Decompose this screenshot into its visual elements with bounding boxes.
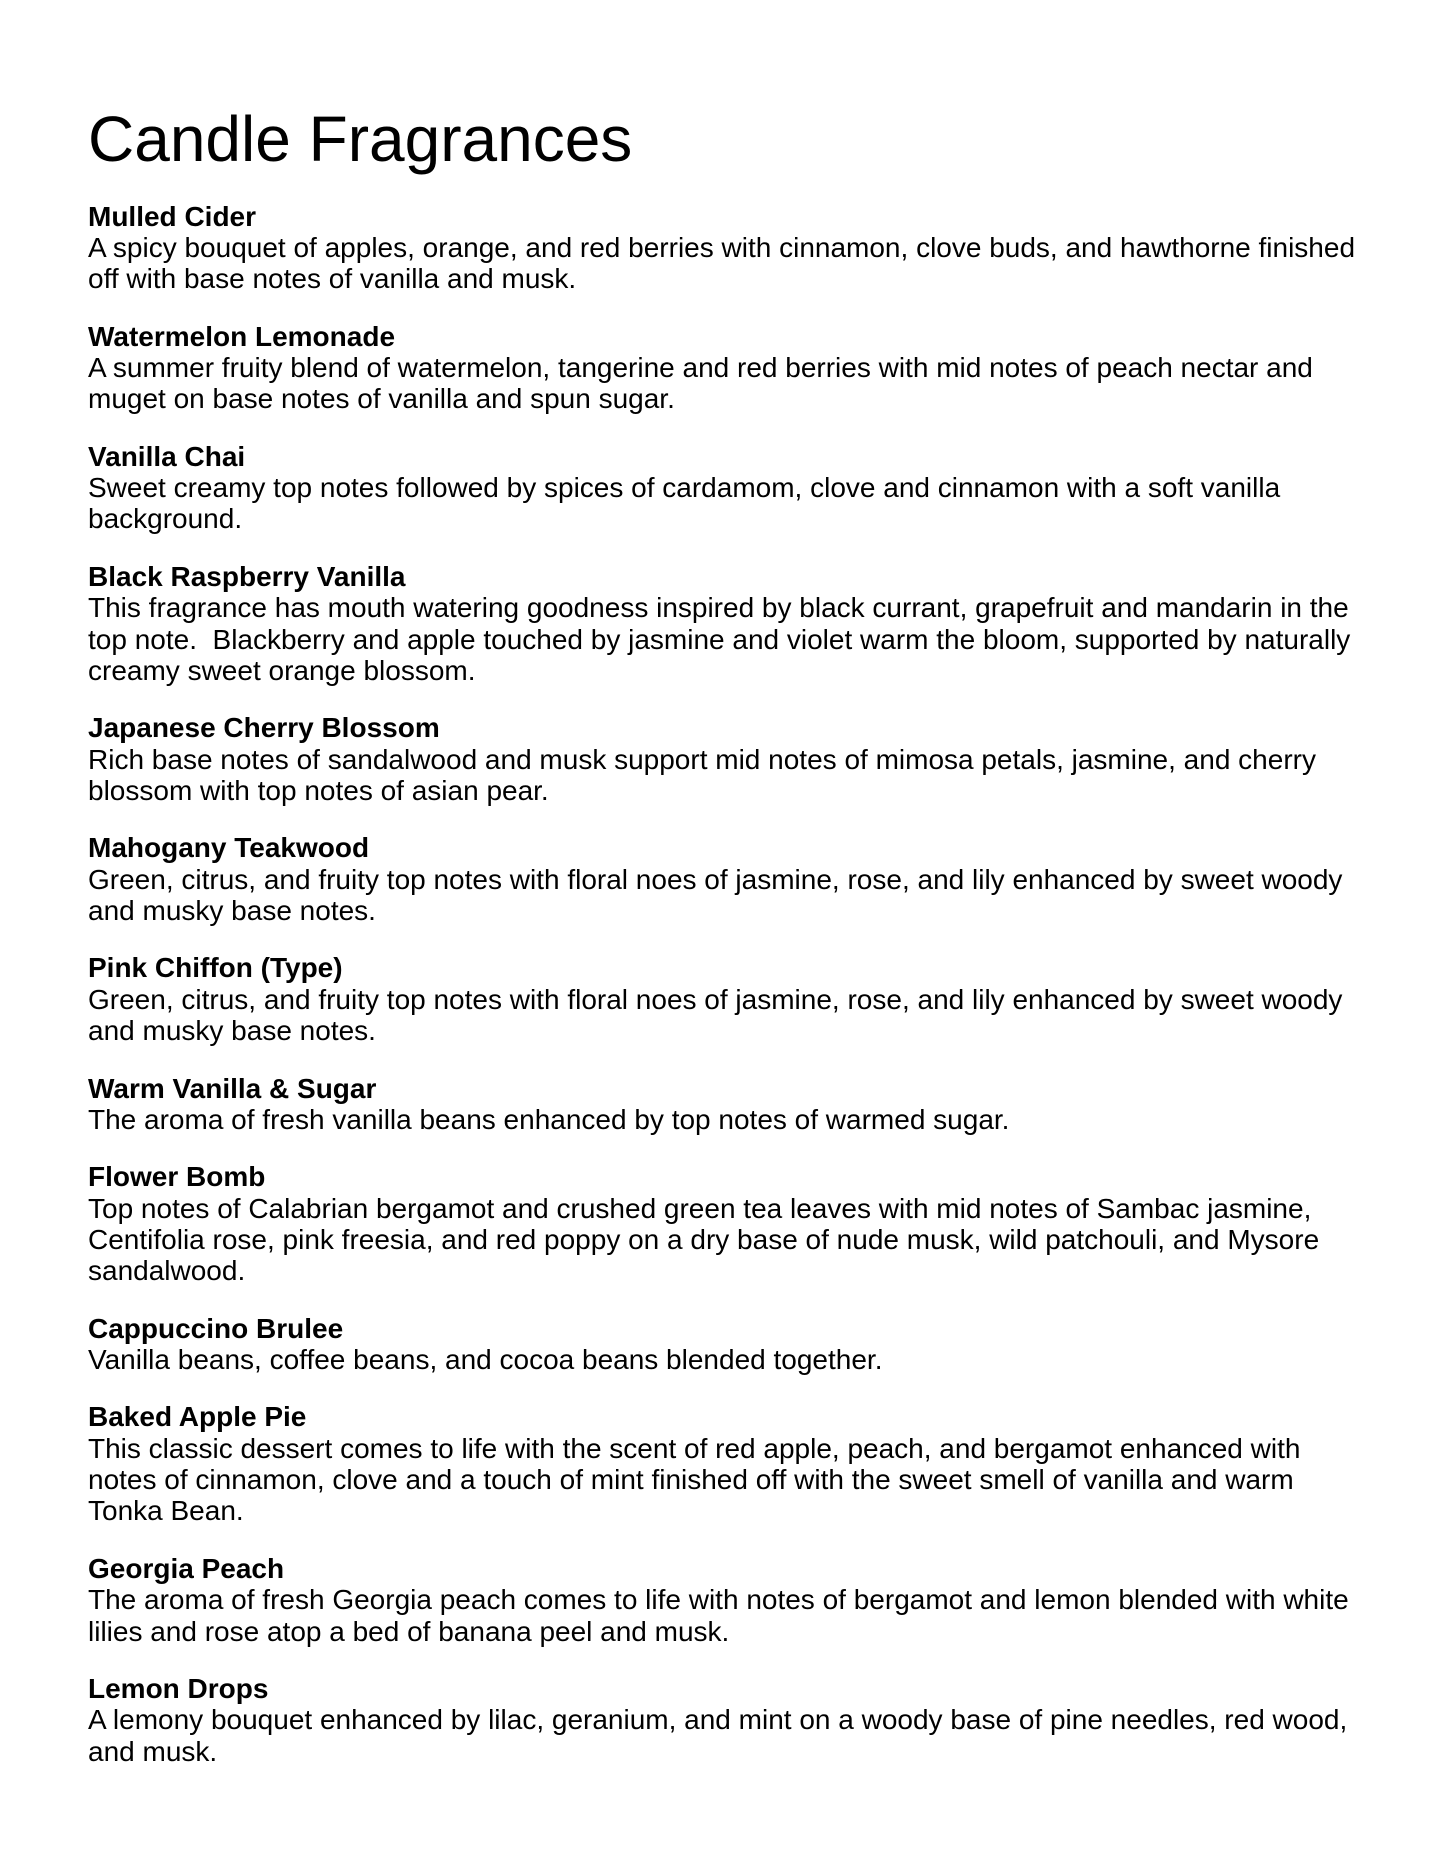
fragrance-entry [88,1161,1373,1286]
fragrance-entry [88,321,1373,415]
fragrance-description: A spicy bouquet of apples, orange, and red berries with cinnamon, clove buds, and hawthorne finished off with base notes of vanilla and musk. [88,231,1363,295]
fragrance-description: Green, citrus, and fruity top notes with floral noes of jasmine, rose, and lily enhanced by sweet woody and musky base notes. [88,863,1351,927]
fragrance-entry [88,201,1373,295]
fragrance-list [88,201,1373,1767]
fragrance-entry [88,712,1373,806]
fragrance-entry [88,1673,1373,1767]
fragrance-name: Baked Apple Pie [88,1401,307,1433]
fragrance-description: This fragrance has mouth watering goodness inspired by black currant, grapefruit and mandarin in the top note. Blackberry and apple touched by jasmine and violet warm the bloom, supported by naturally creamy sweet orange blossom. [88,592,1359,686]
fragrance-description: Vanilla beans, coffee beans, and cocoa beans blended together. [88,1344,883,1376]
fragrance-description: The aroma of fresh Georgia peach comes to life with notes of bergamot and lemon blended with white lilies and rose atop a bed of banana peel and musk. [88,1584,1357,1647]
fragrance-description: Sweet creamy top notes followed by spices of cardamom, clove and cinnamon with a soft vanilla background. [88,472,1288,535]
page-title: Candle Fragrances [88,103,633,175]
fragrance-name: Mahogany Teakwood [88,832,370,864]
fragrance-name: Black Raspberry Vanilla [88,560,406,592]
fragrance-name: Watermelon Lemonade [88,320,396,352]
fragrance-name: Warm Vanilla & Sugar [88,1072,377,1104]
fragrance-description: A summer fruity blend of watermelon, tangerine and red berries with mid notes of peach nectar and muget on base notes of vanilla and spun sugar. [88,352,1321,415]
fragrance-description: This classic dessert comes to life with the scent of red apple, peach, and bergamot enhanced with notes of cinnamon, clove and a touch of mint finished off with the sweet smell of vanilla and warm Tonka Bean. [88,1432,1309,1527]
fragrance-entry [88,1401,1373,1526]
fragrance-description: Top notes of Calabrian bergamot and crushed green tea leaves with mid notes of Sambac jasmine, Centifolia rose, pink freesia, and red poppy on a dry base of nude musk, wild patchouli, and Mysore sandalwood. [88,1192,1327,1287]
fragrance-description: A lemony bouquet enhanced by lilac, geranium, and mint on a woody base of pine needles, red wood, and musk. [88,1704,1356,1767]
fragrance-entry [88,832,1373,926]
fragrance-name: Pink Chiffon (Type) [88,952,343,984]
fragrance-name: Cappuccino Brulee [88,1312,344,1344]
fragrance-name: Japanese Cherry Blossom [88,712,440,744]
fragrance-entry [88,561,1373,686]
fragrance-name: Georgia Peach [88,1552,285,1584]
fragrance-entry [88,441,1373,535]
fragrance-entry [88,1313,1373,1376]
fragrance-description: The aroma of fresh vanilla beans enhanced by top notes of warmed sugar. [88,1103,1010,1135]
fragrance-entry [88,1073,1373,1136]
fragrance-description: Green, citrus, and fruity top notes with floral noes of jasmine, rose, and lily enhanced by sweet woody and musky base notes. [88,983,1351,1047]
fragrance-entry [88,952,1373,1046]
fragrance-entry [88,1553,1373,1647]
fragrance-name: Lemon Drops [88,1672,269,1704]
fragrance-description: Rich base notes of sandalwood and musk support mid notes of mimosa petals, jasmine, and cherry blossom with top notes of asian pear. [88,743,1324,806]
fragrance-name: Mulled Cider [88,200,257,232]
fragrance-name: Flower Bomb [88,1161,266,1193]
fragrance-name: Vanilla Chai [88,440,246,472]
